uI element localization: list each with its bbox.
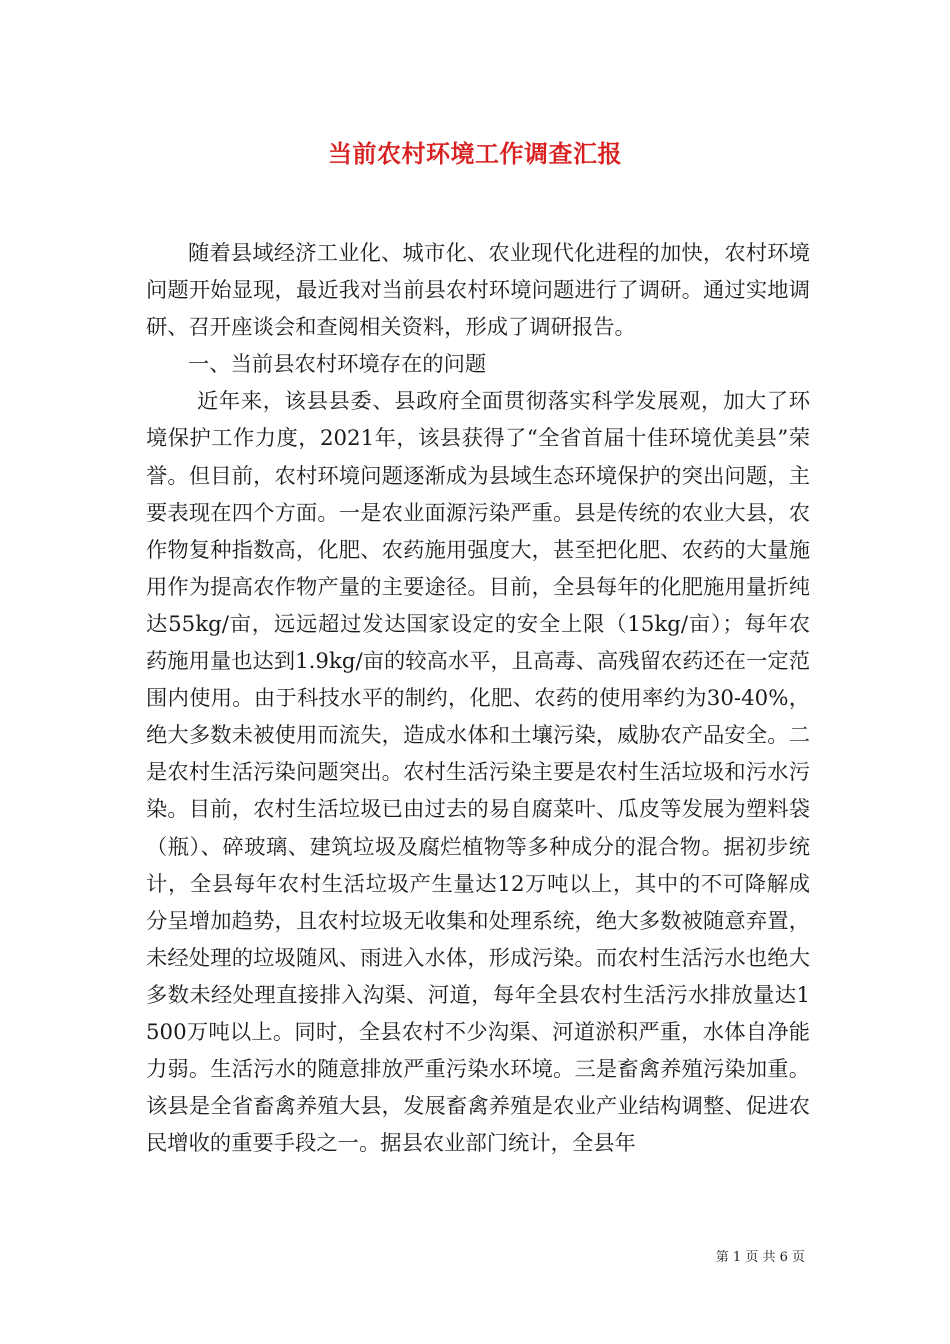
- document-body: [146, 235, 810, 1162]
- document-title: 当前农村环境工作调查汇报: [328, 139, 622, 168]
- main-paragraph: 近年来，该县县委、县政府全面贯彻落实科学发展观，加大了环境保护工作力度，2021年，该县获得了“全省首届十佳环境优美县”荣誉。但目前，农村环境问题逐渐成为县域生态环境保护的突出问题，主要表现在四个方面。一是农业面源污染严重。县是传统的农业大县，农作物复种指数高，化肥、农药施用强度大，甚至把化肥、农药的大量施用作为提高农作物产量的主要途径。目前，全县每年的化肥施用量折纯达55kg/亩，远远超过发达国家设定的安全上限（15kg/亩）；每年农药施用量也达到1.9kg/亩的较高水平，且高毒、高残留农药还在一定范围内使用。由于科技水平的制约，化肥、农药的使用率约为30-40%，绝大多数未被使用而流失，造成水体和土壤污染，威胁农产品安全。二是农村生活污染问题突出。农村生活污染主要是农村生活垃圾和污水污染。目前，农村生活垃圾已由过去的易自腐菜叶、瓜皮等发展为塑料袋（瓶）、碎玻璃、建筑垃圾及腐烂植物等多种成分的混合物。据初步统计，全县每年农村生活垃圾产生量达12万吨以上，其中的不可降解成分呈增加趋势，且农村垃圾无收集和处理系统，绝大多数被随意弃置，未经处理的垃圾随风、雨进入水体，形成污染。而农村生活污水也绝大多数未经处理直接排入沟渠、河道，每年全县农村生活污水排放量达1500万吨以上。同时，全县农村不少沟渠、河道淤积严重，水体自净能力弱。生活污水的随意排放严重污染水环境。三是畜禽养殖污染加重。该县是全省畜禽养殖大县，发展畜禽养殖是农业产业结构调整、促进农民增收的重要手段之一。据县农业部门统计，全县年: [146, 389, 810, 1157]
- page-number: 第 1 页 共 6 页: [715, 1250, 805, 1265]
- section-heading: 一、当前县农村环境存在的问题: [188, 352, 487, 378]
- intro-paragraph: 随着县域经济工业化、城市化、农业现代化进程的加快，农村环境问题开始显现，最近我对当前县农村环境问题进行了调研。通过实地调研、召开座谈会和查阅相关资料，形成了调研报告。: [146, 241, 810, 341]
